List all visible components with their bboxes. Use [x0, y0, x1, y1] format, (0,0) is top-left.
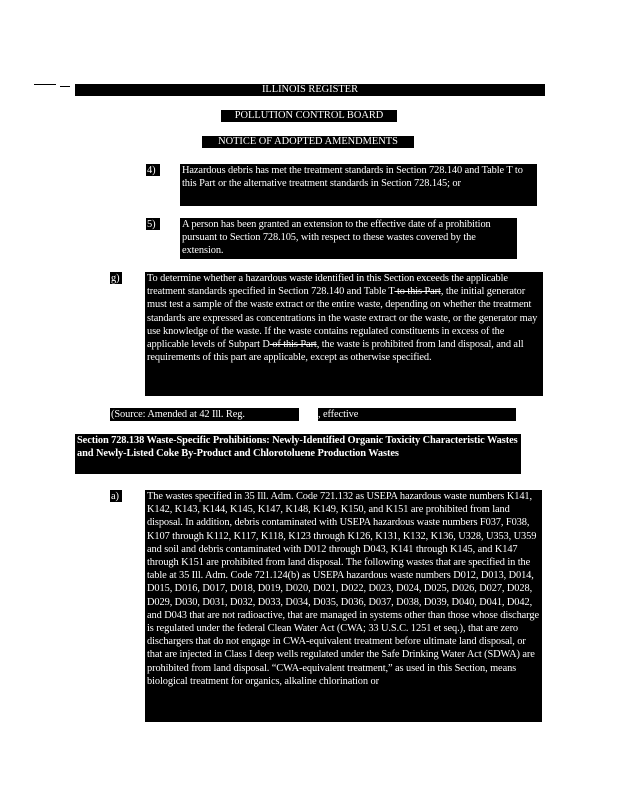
item-a-text: The wastes specified in 35 Ill. Adm. Code 721.132 as USEPA hazardous waste numbers K141, K142, K143, K144, K145, K147, K148, K149, K150, and K151 are prohibited from land disposal. In addition, debris contaminated with USEPA hazardous waste numbers F037, F038, K107 through K112, K117, K118, K123 through K126, K131, K132, K136, U328, U353, U359 and soil and debris contaminated with D012 through D043, K141 through K145, and K147 through K151 are prohibited from land disposal. The following wastes that are specified in the table at 35 Ill. Adm. Code 721.124(b) as USEPA hazardous waste numbers D012, D013, D014, D015, D016, D017, D018, D019, D020, D021, D022, D023, D024, D025, D026, D027, D028, D029, D030, D031, D032, D033, D034, D035, D036, D037, D038, D039, D040, D041, D042, and D043 that are not radioactive, that are managed in systems other than those whose discharge is regulated under the federal Clean Water Act (CWA; 33 U.S.C. 1251 et seq.), that are zero dischargers that do not engage in CWA-equivalent treatment before ultimate land disposal, or that are injected in Class I deep wells regulated under the Safe Drinking Water Act (SDWA) are prohibited from land disposal. “CWA-equivalent treatment,” as used in this Section, means biological treatment for organics, alkaline chlorination or	[147, 491, 539, 687]
section-heading	[75, 434, 521, 474]
source-text: (Source: Amended at 42 Ill. Reg.	[111, 409, 245, 420]
register-header	[75, 84, 545, 96]
item-5-label: 5)	[147, 219, 156, 230]
item-5-number	[146, 218, 160, 230]
item-g-paragraph	[145, 272, 543, 396]
source-effective-text: , effective	[318, 409, 359, 420]
board-title: POLLUTION CONTROL BOARD	[234, 110, 384, 121]
margin-mark	[60, 86, 70, 87]
item-g-text-3: , the waste is prohibited from land disposal, and all requirements of this part are applicable, except as otherwise specified.	[147, 339, 524, 364]
item-a-label: a)	[111, 491, 119, 502]
item-g-struck-2: of this Part	[269, 339, 317, 351]
register-title: ILLINOIS REGISTER	[261, 84, 359, 95]
board-header	[221, 110, 397, 122]
item-g-struck-1: to this Part	[394, 286, 441, 298]
item-g-text-2: , the initial generator must test a sample of the waste extract or the entire waste, depending on whether the treatment standards are expressed as concentrations in the waste extract or the waste, or the generator may use knowledge of the waste. If the waste contains regulated constituents in excess of the applicable levels of Subpart D	[147, 286, 538, 351]
notice-title: NOTICE OF ADOPTED AMENDMENTS	[218, 136, 398, 147]
item-a-paragraph	[145, 490, 542, 722]
source-close	[508, 408, 511, 421]
item-5-text: A person has been granted an extension to the effective date of a prohibition pursuant to Section 728.105, with respect to these wastes covered by the extension.	[182, 219, 491, 257]
item-4-text: Hazardous debris has met the treatment standards in Section 728.140 and Table T to this Part or the alternative treatment standards in Section 728.145; or	[182, 165, 523, 190]
margin-mark	[34, 84, 56, 85]
item-g-text-1: To determine whether a hazardous waste identified in this Section exceeds the applicable treatment standards specified in Section 728.140 and Table T	[147, 273, 508, 298]
item-5-paragraph	[180, 218, 517, 259]
item-a-number	[110, 490, 122, 502]
notice-header	[202, 136, 414, 148]
section-title: Section 728.138 Waste-Specific Prohibitions: Newly-Identified Organic Toxicity Characteristic Wastes and Newly-Listed Coke By-Product and Chlorotoluene Production Wastes	[77, 435, 518, 460]
item-4-label: 4)	[147, 165, 156, 176]
item-g-number	[110, 272, 122, 284]
source-close-paren: )	[508, 409, 512, 420]
item-g-label: g)	[111, 273, 120, 284]
source-effective	[318, 408, 516, 421]
source-prefix	[110, 408, 299, 421]
item-4-paragraph	[180, 164, 537, 206]
item-4-number	[146, 164, 160, 176]
